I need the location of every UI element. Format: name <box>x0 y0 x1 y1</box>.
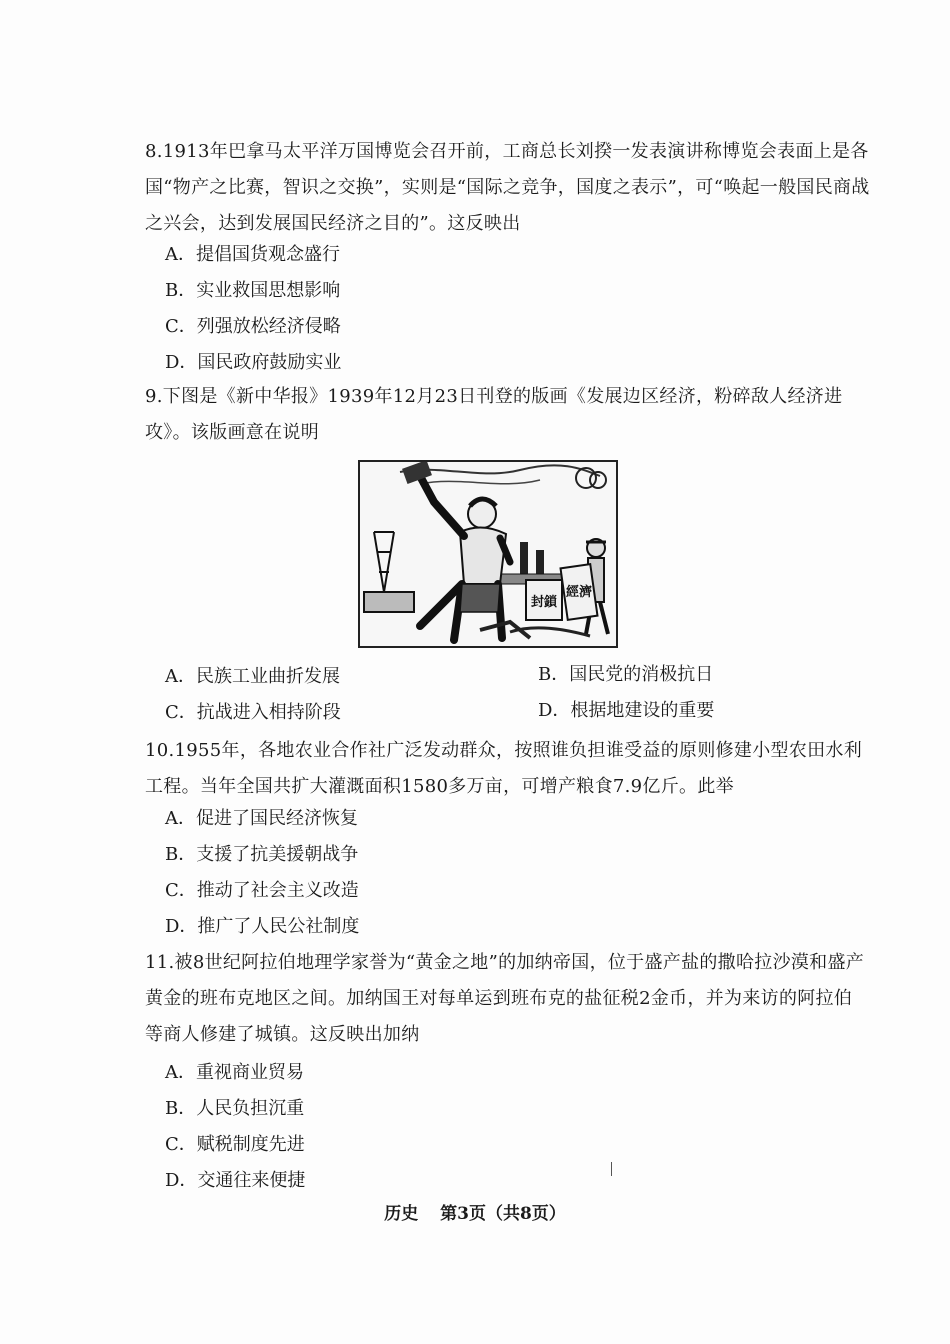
q10-option-a: A．促进了国民经济恢复 <box>165 808 358 829</box>
q8-option-c: C．列强放松经济侵略 <box>165 316 341 337</box>
q11-option-d: D．交通往来便捷 <box>165 1170 306 1191</box>
woodcut-illustration <box>358 460 618 648</box>
question-8-stem: 8.1913年巴拿马太平洋万国博览会召开前，工商总长刘揆一发表演讲称博览会表面上是各国“物产之比赛，智识之交换”，实则是“国际之竞争，国度之表示”，可“唤起一般国民商战之兴会，达到发展国民经济之目的”。这反映出 <box>145 141 870 234</box>
q9-option-d: D．根据地建设的重要 <box>538 700 715 721</box>
page-footer <box>0 1199 950 1224</box>
q8-option-b: B．实业救国思想影响 <box>165 280 341 301</box>
box-label-blockade: 封鎖 <box>530 595 558 610</box>
question-10-stem: 10.1955年，各地农业合作社广泛发动群众，按照谁负担谁受益的原则修建小型农田水利工程。当年全国共扩大灌溉面积1580多万亩，可增产粮食7.9亿斤。此举 <box>145 740 863 797</box>
q8-option-d: D．国民政府鼓励实业 <box>165 352 342 373</box>
question-11-stem: 11.被8世纪阿拉伯地理学家誉为“黄金之地”的加纳帝国，位于盛产盐的撒哈拉沙漠和盛产黄金的班布克地区之间。加纳国王对每单运到班布克的盐征税2金币，并为来访的阿拉伯等商人修建了城镇。这反映出加纳 <box>145 952 865 1045</box>
q8-option-a: A．提倡国货观念盛行 <box>165 244 340 265</box>
q11-option-b: B．人民负担沉重 <box>165 1098 305 1119</box>
q11-option-a: A．重视商业贸易 <box>165 1062 304 1083</box>
q9-option-a: A．民族工业曲折发展 <box>165 666 340 687</box>
q10-option-b: B．支援了抗美援朝战争 <box>165 844 359 865</box>
footer-page-number: 第3页（共8页） <box>440 1204 566 1224</box>
question-9-stem: 9.下图是《新中华报》1939年12月23日刊登的版画《发展边区经济，粉碎敌人经济进攻》。该版画意在说明 <box>145 386 843 443</box>
q9-option-b: B．国民党的消极抗日 <box>538 664 714 685</box>
q9-option-c: C．抗战进入相持阶段 <box>165 702 341 723</box>
q10-option-d: D．推广了人民公社制度 <box>165 916 360 937</box>
footer-subject: 历史 <box>384 1204 419 1224</box>
box-label-economy: 經濟 <box>565 585 593 600</box>
scan-mark <box>611 1162 612 1176</box>
q11-option-c: C．赋税制度先进 <box>165 1134 305 1155</box>
q10-option-c: C．推动了社会主义改造 <box>165 880 359 901</box>
